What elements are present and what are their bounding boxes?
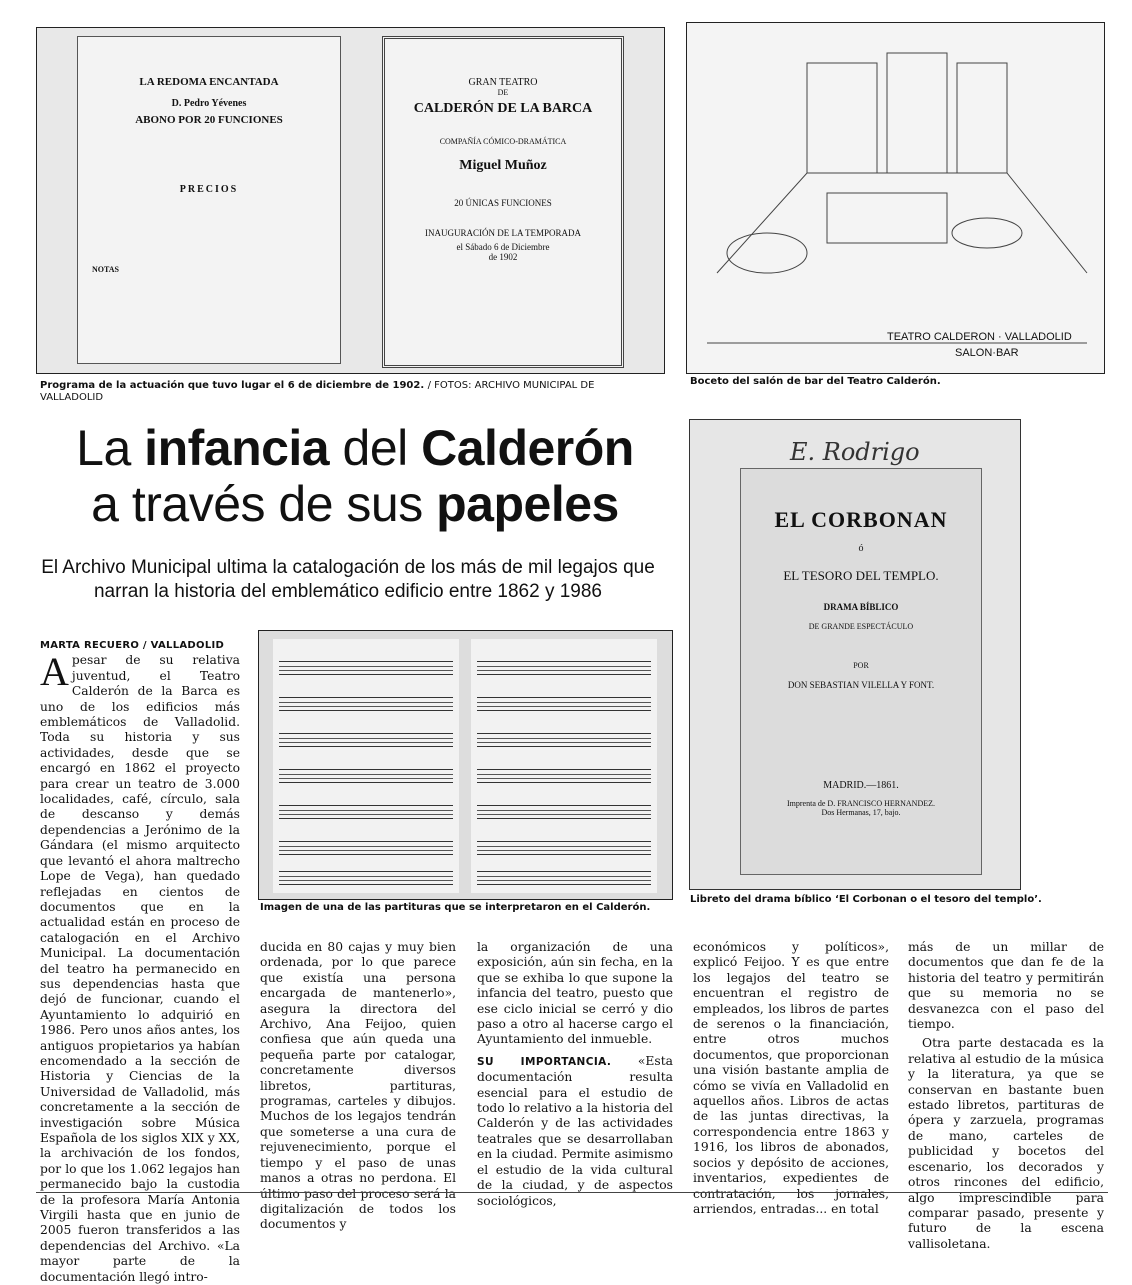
bottom-rule [36, 1192, 1108, 1193]
article-col2-text: ducida en 80 cajas y muy bien ordenada, por lo que parece que existía una persona encargada de mantenerlo», asegura la directora del Archivo, Ana Feijoo, quien confiesa que aún queda una pequeña parte por catalogar, concretamente diversos libretos, partituras, programas, carteles y dibujos. Muchos de los legajos tendrán que someterse a una cura de rejuvenecimiento, porque el tiempo y el paso de unas manos a otras no perdona. El último paso del proceso será la digitalización de todos los documentos y [260, 940, 456, 1232]
libreto-spectacle: DE GRANDE ESPECTÁCULO [808, 622, 914, 631]
article-col3-text-b: «Esta documentación resulta esencial para el estudio de todo lo relativo a la historia del Calderón y de las actividades teatrales que se desarrollaban en la ciudad. Permite asimismo el estudio de la vida cultural de la ciudad, y de aspectos sociológicos, [477, 1053, 673, 1208]
libreto-genre: DRAMA BÍBLICO [823, 602, 899, 612]
programme-caption [40, 380, 660, 404]
headline-word-1: La [76, 420, 145, 476]
programme-inner-page [77, 36, 341, 364]
libreto-title-page [740, 468, 982, 875]
subheadline: El Archivo Municipal ultima la catalogación de los más de mil legajos que narran la historia del emblemático edificio entre 1862 y 1986 [41, 557, 655, 602]
headline-word-4: Calderón [421, 420, 634, 476]
programme-zarzuela-title: LA REDOMA ENCANTADA [139, 76, 279, 88]
score-image [258, 630, 673, 900]
score-left-page [273, 639, 459, 893]
libreto-place: MADRID.—1861. [823, 780, 899, 791]
libreto-caption: Libreto del drama bíblico ‘El Corbonan o el tesoro del templo’. [690, 894, 1042, 905]
cover-funciones: 20 ÚNICAS FUNCIONES [454, 198, 552, 208]
sketch-label-theatre: TEATRO CALDERON · VALLADOLID [887, 331, 1072, 343]
article-col1-text: pesar de su relativa juventud, el Teatro Calderón de la Barca es uno de los edificios más emblemáticos de Valladolid. Toda su historia y sus actividades, desde que se encargó en 1862 el proyecto para crear un teatro de 3.000 localidades, café, círculo, sala de descanso y demás dependencias a Jerónimo de la Gándara (el mismo arquitecto que levantó el ahora maltrecho Lope de Vega), han quedado reflejadas en cientos de documentos que en la actualidad están en proceso de catalogación en el Archivo Municipal. La documentación del teatro ha permanecido en sus dependencias hasta que dejó de funcionar, cuando el Ayuntamiento lo adquirió en 1986. Pero unos años antes, los antiguos propietarios ya habían encomendado a la sección de Historia y Ciencias de la Universidad de Valladolid, más concretamente a la sección de investigación sobre Música Española de los siglos XIX y XX, la archivación de los fondos, por lo que los 1.062 legajos han permanecido bajo la custodia de la profesora María Antonia Virgili hasta que en junio de 2005 fueron transferidos a las dependencias del Archivo. «La mayor parte de la documentación llegó intro- [40, 653, 240, 1284]
article-col4-text: económicos y políticos», explicó Feijoo. Y es que entre los legajos del teatro se encuentran el registro de empleados, los libros de partes de serenos o la financiación, entre otros muchos documentos, que proporcionan una visión bastante amplia de cómo se vivía en Valladolid en aquellos años. Libros de actas de las juntas directivas, la correspondencia entre 1863 y 1916, los libros de abonados, socios y depósito de acciones, inventarios, expedientes de contratación, los jornales, arriendos, entradas... en total [693, 940, 889, 1216]
score-right-page [471, 639, 657, 893]
libreto-por: POR [853, 661, 869, 670]
score-caption: Imagen de una de las partituras que se interpretaron en el Calderón. [260, 902, 651, 913]
cover-de: DE [497, 88, 509, 97]
sketch-caption: Boceto del salón de bar del Teatro Calderón. [690, 376, 941, 387]
byline: MARTA RECUERO / VALLADOLID [40, 640, 225, 651]
headline-word-5: a través de sus [91, 476, 437, 532]
salon-bar-sketch [686, 22, 1105, 374]
libreto-author: DON SEBASTIAN VILELLA Y FONT. [787, 680, 935, 690]
programme-cover [382, 36, 624, 368]
article-col5-text-a: más de un millar de documentos que dan fe de la historia del teatro y permitirán que su memoria no se desvanezca con el paso del tiempo. [908, 940, 1104, 1032]
sketch-label-salon: SALON·BAR [955, 347, 1019, 359]
libreto-address: Dos Hermanas, 17, bajo. [821, 808, 901, 817]
sketch-drawing [687, 23, 1104, 373]
article-column-2 [260, 940, 456, 1233]
libreto-printer: Imprenta de D. FRANCISCO HERNANDEZ. [787, 799, 935, 808]
cover-theatre-name: CALDERÓN DE LA BARCA [413, 101, 593, 116]
programme-image [36, 27, 665, 374]
article-col3-paragraph [477, 1054, 673, 1209]
cover-inauguracion: INAUGURACIÓN DE LA TEMPORADA [424, 228, 582, 238]
cover-company: COMPAÑÍA CÓMICO-DRAMÁTICA [439, 137, 567, 146]
programme-abono: ABONO POR 20 FUNCIONES [135, 114, 283, 126]
section-lead-importancia: SU IMPORTANCIA. [477, 1055, 612, 1068]
programme-caption-text: Programa de la actuación que tuvo lugar el 6 de diciembre de 1902. [40, 380, 425, 391]
headline [60, 420, 650, 532]
programme-precios: PRECIOS [179, 184, 239, 195]
libreto-handwriting: E. Rodrigo [790, 438, 920, 466]
libreto-subtitle: EL TESORO DEL TEMPLO. [783, 568, 939, 583]
article-column-4 [693, 940, 889, 1217]
programme-name: D. Pedro Yévenes [171, 98, 247, 109]
libreto-o: ó [858, 543, 864, 554]
cover-date: el Sábado 6 de Diciembre [456, 242, 550, 252]
headline-word-3: del [329, 420, 422, 476]
cover-year: de 1902 [488, 252, 518, 262]
programme-notas: NOTAS [92, 265, 119, 274]
article-column-5 [908, 940, 1104, 1252]
cover-director: Miguel Muñoz [459, 158, 547, 173]
article-col3-text-a: la organización de una exposición, aún sin fecha, en la que se exhiba lo que supone la infancia del teatro, puesto que ese ciclo inicial se cerró y dio paso a otro al hacerse cargo el Ayuntamiento del inmueble. [477, 940, 673, 1047]
headline-word-2: infancia [144, 420, 330, 476]
photo-credit: / FOTOS: ARCHIVO MUNICIPAL DE VALLADOLID [40, 380, 595, 403]
libreto-image [689, 419, 1021, 890]
article-col5-text-b: Otra parte destacada es la relativa al estudio de la música y la literatura, ya que se conservan en bastante buen estado libretos, partituras de ópera y zarzuela, programas de mano, carteles de publicidad y bocetos del escenario, los decorados y otros rincones del edificio, algo imprescindible para comparar pasado, presente y futuro de la escena vallisoletana. [908, 1036, 1104, 1251]
headline-word-6: papeles [436, 476, 619, 532]
cover-gran-teatro: GRAN TEATRO [468, 77, 538, 88]
dropcap: A [40, 649, 69, 695]
libreto-title: EL CORBONAN [774, 507, 948, 532]
article-column-1 [40, 638, 240, 1285]
article-column-3 [477, 940, 673, 1209]
